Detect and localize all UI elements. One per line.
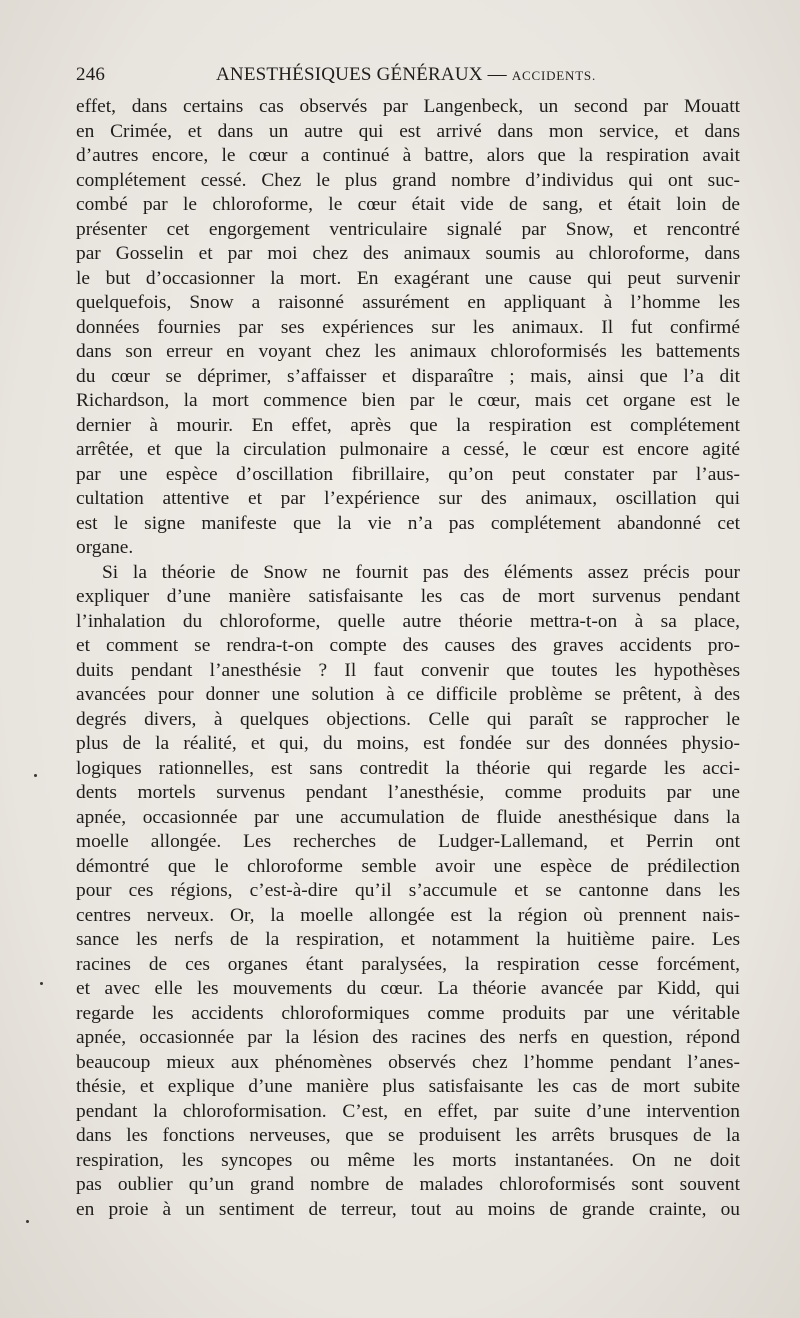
text-line: par Gosselin et par moi chez des animaux soumis au chloroforme, dans: [76, 243, 740, 264]
chapter-title: ANESTHÉSIQUES GÉNÉRAUX: [216, 64, 483, 85]
section-title: ACCIDENTS.: [511, 68, 597, 83]
text-line: présenter cet engorgement ventriculaire signalé par Snow, et rencontré: [76, 218, 740, 240]
text-line: racines de ces organes étant paralysées, la respiration cesse forcément,: [76, 953, 740, 975]
text-line: effet, dans certains cas observés par Langenbeck, un second par Mouatt: [76, 96, 740, 117]
text-line: d’autres encore, le cœur a continué à battre, alors que la respiration avait: [76, 145, 740, 166]
text-line: thésie, et explique d’une manière plus satisfaisante les cas de mort subite: [76, 1076, 740, 1097]
text-line: apnée, occasionnée par la lésion des racines des nerfs en question, répond: [76, 1027, 740, 1048]
text-line: arrêtée, et que la circulation pulmonaire a cessé, le cœur est encore agité: [76, 439, 740, 460]
text-line: en Crimée, et dans un autre qui est arrivé dans mon service, et dans: [76, 120, 740, 142]
text-line: regarde les accidents chloroformiques comme produits par une véritable: [76, 1002, 740, 1024]
text-line: est le signe manifeste que la vie n’a pas complétement abandonné cet: [76, 512, 740, 534]
text-line: avancées pour donner une solution à ce difficile problème se prêtent, à des: [76, 684, 740, 705]
body-text: [76, 95, 740, 1222]
title-separator: —: [487, 64, 507, 85]
text-line: duits pendant l’anesthésie ? Il faut convenir que toutes les hypothèses: [76, 659, 740, 681]
text-line: données fournies par ses expériences sur les animaux. Il fut confirmé: [76, 316, 740, 338]
text-line: cultation attentive et par l’expérience sur des animaux, oscillation qui: [76, 488, 740, 509]
ink-speck: [26, 1220, 29, 1223]
running-header: [76, 58, 740, 92]
text-line: degrés divers, à quelques objections. Celle qui paraît se rapprocher le: [76, 708, 740, 730]
text-line: par une espèce d’oscillation fibrillaire, qu’on peut constater par l’aus-: [76, 463, 740, 485]
text-line: logiques rationnelles, est sans contredit la théorie qui regarde les acci-: [76, 757, 740, 779]
paragraph: [76, 95, 740, 561]
page-number: 246: [76, 64, 106, 85]
text-line: dans les fonctions nerveuses, que se produisent les arrêts brusques de la: [76, 1125, 740, 1146]
text-line: et comment se rendra-t-on compte des causes des graves accidents pro-: [76, 635, 740, 656]
text-line: beaucoup mieux aux phénomènes observés chez l’homme pendant l’anes-: [76, 1051, 740, 1073]
text-line: dans son erreur en voyant chez les animaux chloroformisés les battements: [76, 341, 740, 362]
text-line: centres nerveux. Or, la moelle allongée est la région où prennent nais-: [76, 904, 740, 926]
text-line: sance les nerfs de la respiration, et notamment la huitième paire. Les: [76, 929, 740, 950]
text-line: complétement cessé. Chez le plus grand nombre d’individus qui ont suc-: [76, 169, 740, 191]
text-line: Si la théorie de Snow ne fournit pas des éléments assez précis pour: [102, 561, 740, 583]
text-line: pendant la chloroformisation. C’est, en effet, par suite d’une intervention: [76, 1100, 740, 1122]
ink-speck: [40, 982, 43, 985]
paragraph: [76, 561, 740, 1223]
text-line: organe.: [76, 537, 134, 558]
text-line: Richardson, la mort commence bien par le cœur, mais cet organe est le: [76, 390, 740, 411]
text-line: expliquer d’une manière satisfaisante les cas de mort survenus pendant: [76, 586, 740, 607]
text-line: moelle allongée. Les recherches de Ludger-Lallemand, et Perrin ont: [76, 831, 740, 852]
ink-speck: [34, 774, 37, 777]
running-title: [216, 58, 596, 93]
text-line: pour ces régions, c’est-à-dire qu’il s’accumule et se cantonne dans les: [76, 880, 740, 901]
text-line: quelquefois, Snow a raisonné assurément en appliquant à l’homme les: [76, 292, 740, 313]
text-line: respiration, les syncopes ou même les morts instantanées. On ne doit: [76, 1149, 740, 1171]
text-line: le but d’occasionner la mort. En exagérant une cause qui peut survenir: [76, 267, 740, 289]
text-line: dernier à mourir. En effet, après que la respiration est complétement: [76, 414, 740, 436]
text-line: en proie à un sentiment de terreur, tout au moins de grande crainte, ou: [76, 1198, 740, 1220]
text-line: apnée, occasionnée par une accumulation de fluide anesthésique dans la: [76, 806, 740, 828]
text-line: démontré que le chloroforme semble avoir une espèce de prédilection: [76, 855, 740, 877]
text-line: dents mortels survenus pendant l’anesthésie, comme produits par une: [76, 782, 740, 803]
text-line: combé par le chloroforme, le cœur était vide de sang, et était loin de: [76, 194, 740, 215]
text-line: plus de la réalité, et qui, du moins, est fondée sur des données physio-: [76, 733, 740, 754]
text-line: et avec elle les mouvements du cœur. La théorie avancée par Kidd, qui: [76, 978, 740, 999]
text-line: l’inhalation du chloroforme, quelle autre théorie mettra-t-on à sa place,: [76, 610, 740, 632]
text-line: pas oublier qu’un grand nombre de malades chloroformisés sont souvent: [76, 1174, 740, 1195]
text-line: du cœur se déprimer, s’affaisser et disparaître ; mais, ainsi que l’a dit: [76, 365, 740, 387]
